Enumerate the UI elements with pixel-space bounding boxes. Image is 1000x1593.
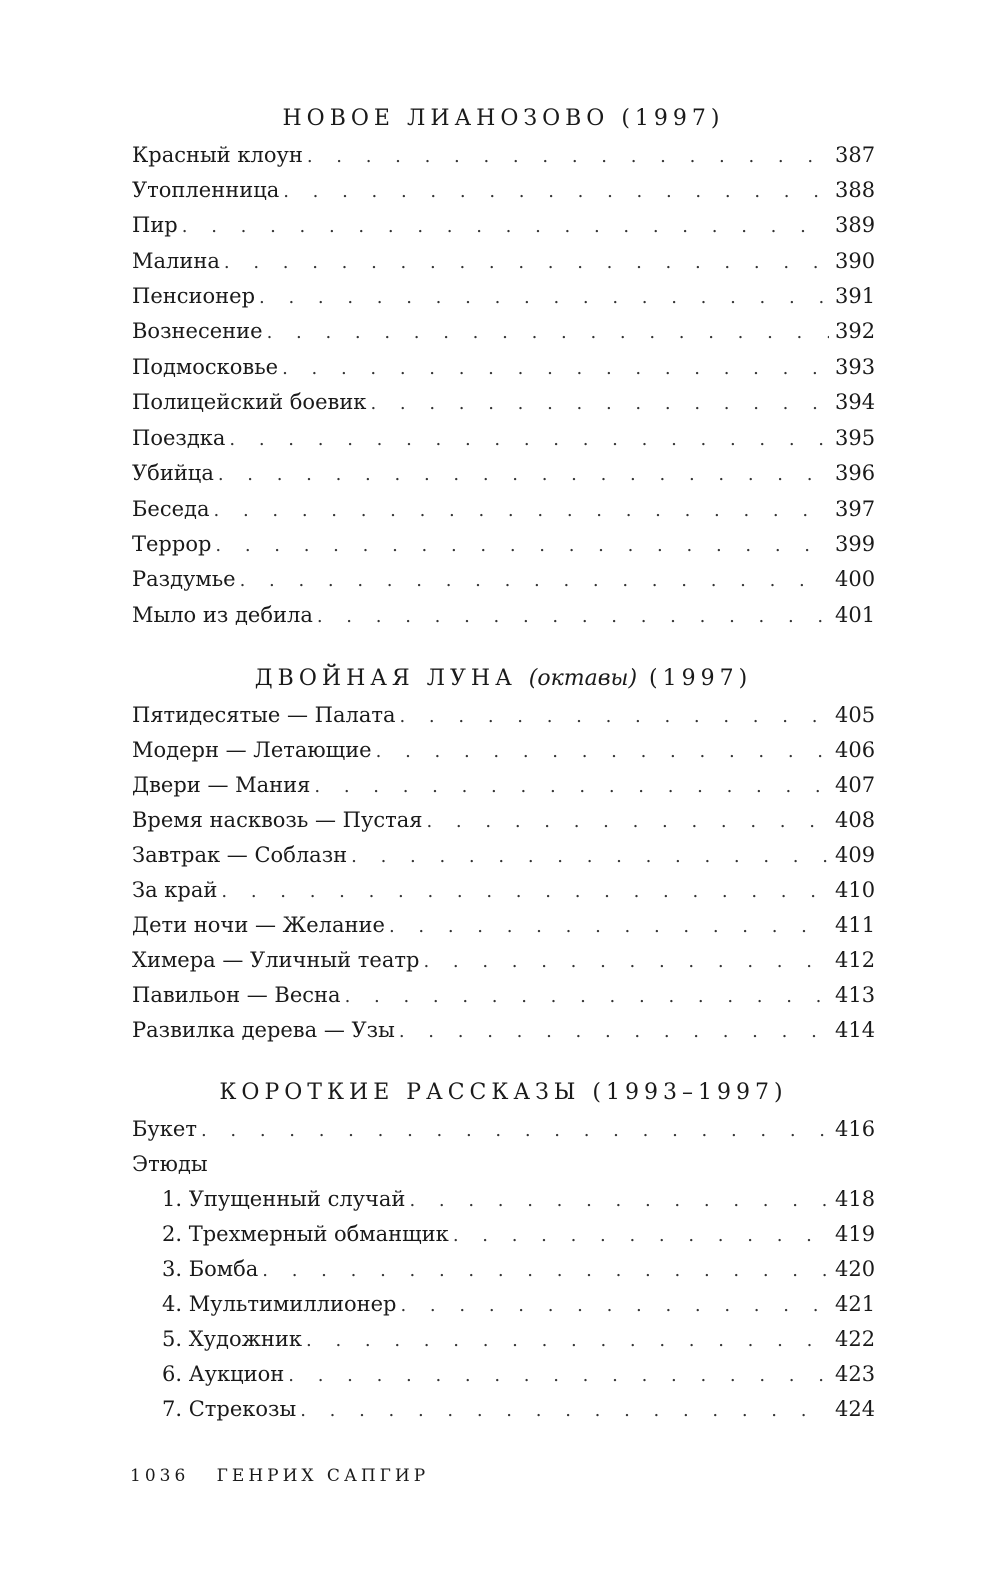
- toc-entry[interactable]: [132, 175, 875, 205]
- entry-title: Этюды: [132, 1152, 208, 1176]
- toc-entry[interactable]: [132, 494, 875, 524]
- entry-title: Вознесение: [132, 319, 263, 343]
- entry-page: 408: [835, 808, 876, 832]
- toc-entry[interactable]: [132, 246, 875, 276]
- dot-leader: [376, 737, 829, 767]
- dot-leader: [306, 1326, 829, 1356]
- entry-page: 397: [835, 497, 876, 521]
- section-years: (1997): [649, 666, 753, 691]
- dot-leader: [351, 842, 829, 872]
- toc-entry[interactable]: [132, 840, 875, 870]
- entry-page: 406: [835, 738, 876, 762]
- dot-leader: [314, 772, 829, 802]
- section-years: (1993–1997): [592, 1080, 788, 1105]
- toc-entry[interactable]: [132, 1015, 875, 1045]
- dot-leader: [399, 702, 829, 732]
- section-title-dvoinaya-luna: [132, 666, 875, 691]
- entry-page: 389: [835, 213, 876, 237]
- entry-title: Красный клоун: [132, 143, 303, 167]
- entry-title: Букет: [132, 1117, 197, 1141]
- toc-entry[interactable]: [132, 564, 875, 594]
- toc-entry[interactable]: [132, 1114, 875, 1144]
- entry-page: 411: [835, 913, 876, 937]
- toc-subentry[interactable]: [162, 1394, 875, 1424]
- entry-title: Поездка: [132, 426, 226, 450]
- entry-title: Малина: [132, 249, 220, 273]
- dot-leader: [215, 531, 829, 561]
- entry-page: 399: [835, 532, 876, 556]
- entry-title: Террор: [132, 532, 212, 556]
- dot-leader: [218, 460, 829, 490]
- toc-entry[interactable]: [132, 600, 875, 630]
- entry-title: Дети ночи — Желание: [132, 913, 385, 937]
- toc-subentry[interactable]: [162, 1184, 875, 1214]
- section-years: (1997): [621, 106, 725, 131]
- entry-title: Утопленница: [132, 178, 280, 202]
- toc-subentry[interactable]: [162, 1289, 875, 1319]
- entry-title: 2. Трехмерный обманщик: [162, 1222, 449, 1246]
- dot-leader: [399, 1017, 829, 1047]
- section-subtitle: (октавы): [528, 666, 638, 691]
- toc-subentry[interactable]: [162, 1324, 875, 1354]
- dot-leader: [370, 389, 829, 419]
- entry-page: 407: [835, 773, 876, 797]
- section-title-text: КОРОТКИЕ РАССКАЗЫ: [219, 1080, 581, 1105]
- dot-leader: [214, 496, 830, 526]
- toc-entry[interactable]: [132, 458, 875, 488]
- toc-entry[interactable]: [132, 529, 875, 559]
- entry-title: 7. Стрекозы: [162, 1397, 297, 1421]
- dot-leader: [182, 212, 829, 242]
- entry-title: Пир: [132, 213, 178, 237]
- dot-leader: [262, 1256, 829, 1286]
- dot-leader: [400, 1291, 829, 1321]
- entry-title: Мыло из дебила: [132, 603, 313, 627]
- dot-leader: [201, 1116, 829, 1146]
- dot-leader: [282, 354, 829, 384]
- toc-entry[interactable]: [132, 980, 875, 1010]
- entry-page: 391: [835, 284, 876, 308]
- toc-entry[interactable]: [132, 210, 875, 240]
- entry-page: 394: [835, 390, 876, 414]
- toc-entry[interactable]: [132, 770, 875, 800]
- dot-leader: [240, 566, 829, 596]
- dot-leader: [221, 877, 829, 907]
- dot-leader: [229, 425, 829, 455]
- entry-title: Время насквозь — Пустая: [132, 808, 423, 832]
- section-title-novoe-lianozovo: [132, 106, 875, 131]
- entry-page: 413: [835, 983, 876, 1007]
- entry-page: 424: [835, 1397, 876, 1421]
- entry-title: Беседа: [132, 497, 210, 521]
- dot-leader: [283, 177, 829, 207]
- dot-leader: [300, 1396, 829, 1426]
- entry-page: 392: [835, 319, 876, 343]
- entry-title: За край: [132, 878, 218, 902]
- toc-entry[interactable]: [132, 910, 875, 940]
- page-footer: [130, 1466, 429, 1486]
- dot-leader: [409, 1186, 829, 1216]
- dot-leader: [426, 807, 829, 837]
- toc-entry[interactable]: [132, 735, 875, 765]
- entry-title: Подмосковье: [132, 355, 279, 379]
- entry-page: 416: [835, 1117, 876, 1141]
- toc-entry[interactable]: [132, 387, 875, 417]
- dot-leader: [224, 248, 829, 278]
- entry-page: 393: [835, 355, 876, 379]
- toc-entry[interactable]: [132, 875, 875, 905]
- entry-page: 400: [835, 567, 876, 591]
- toc-entry[interactable]: [132, 140, 875, 170]
- entry-page: 419: [835, 1222, 876, 1246]
- entry-title: Пятидесятые — Палата: [132, 703, 396, 727]
- toc-entry[interactable]: [132, 805, 875, 835]
- entry-page: 423: [835, 1362, 876, 1386]
- entry-page: 414: [835, 1018, 876, 1042]
- entry-title: 4. Мультимиллионер: [162, 1292, 397, 1316]
- toc-subentry[interactable]: [162, 1219, 875, 1249]
- toc-entry[interactable]: [132, 281, 875, 311]
- section-title-text: НОВОЕ ЛИАНОЗОВО: [282, 106, 610, 131]
- dot-leader: [267, 318, 829, 348]
- dot-leader: [453, 1221, 829, 1251]
- entry-title: Полицейский боевик: [132, 390, 367, 414]
- entry-page: 405: [835, 703, 876, 727]
- section-title-korotkie-rasskazy: [132, 1080, 875, 1105]
- entry-page: 390: [835, 249, 876, 273]
- dot-leader: [307, 142, 829, 172]
- entry-page: 410: [835, 878, 876, 902]
- entry-page: 388: [835, 178, 876, 202]
- entry-title: 5. Художник: [162, 1327, 303, 1351]
- entry-page: 401: [835, 603, 876, 627]
- dot-leader: [288, 1361, 829, 1391]
- toc-entry[interactable]: [132, 945, 875, 975]
- entry-title: Убийца: [132, 461, 214, 485]
- entry-page: 422: [835, 1327, 876, 1351]
- entry-page: 395: [835, 426, 876, 450]
- dot-leader: [259, 283, 829, 313]
- toc-entry[interactable]: [132, 423, 875, 453]
- dot-leader: [389, 912, 829, 942]
- footer-page-number: 1036: [130, 1466, 190, 1486]
- toc-subentry[interactable]: [162, 1254, 875, 1284]
- toc-entry[interactable]: [132, 352, 875, 382]
- entry-page: 418: [835, 1187, 876, 1211]
- footer-author: ГЕНРИХ САПГИР: [216, 1466, 430, 1486]
- entry-page: 412: [835, 948, 876, 972]
- entry-title: 6. Аукцион: [162, 1362, 285, 1386]
- entry-title: Павильон — Весна: [132, 983, 341, 1007]
- toc-subentry[interactable]: [162, 1359, 875, 1389]
- entry-page: 421: [835, 1292, 876, 1316]
- toc-entry[interactable]: [132, 700, 875, 730]
- entry-page: 396: [835, 461, 876, 485]
- toc-entry[interactable]: [132, 316, 875, 346]
- entry-title: Двери — Мания: [132, 773, 311, 797]
- entry-title: Пенсионер: [132, 284, 256, 308]
- entry-title: Модерн — Летающие: [132, 738, 372, 762]
- entry-page: 409: [835, 843, 876, 867]
- entry-title: Раздумье: [132, 567, 236, 591]
- dot-leader: [345, 982, 829, 1012]
- toc-entry-group[interactable]: [132, 1149, 875, 1179]
- entry-title: Химера — Уличный театр: [132, 948, 420, 972]
- entry-title: Развилка дерева — Узы: [132, 1018, 395, 1042]
- dot-leader: [317, 602, 829, 632]
- entry-title: 1. Упущенный случай: [162, 1187, 406, 1211]
- entry-title: Завтрак — Соблазн: [132, 843, 348, 867]
- entry-page: 420: [835, 1257, 876, 1281]
- dot-leader: [423, 947, 829, 977]
- entry-title: 3. Бомба: [162, 1257, 259, 1281]
- section-title-text: ДВОЙНАЯ ЛУНА: [254, 666, 517, 691]
- entry-page: 387: [835, 143, 876, 167]
